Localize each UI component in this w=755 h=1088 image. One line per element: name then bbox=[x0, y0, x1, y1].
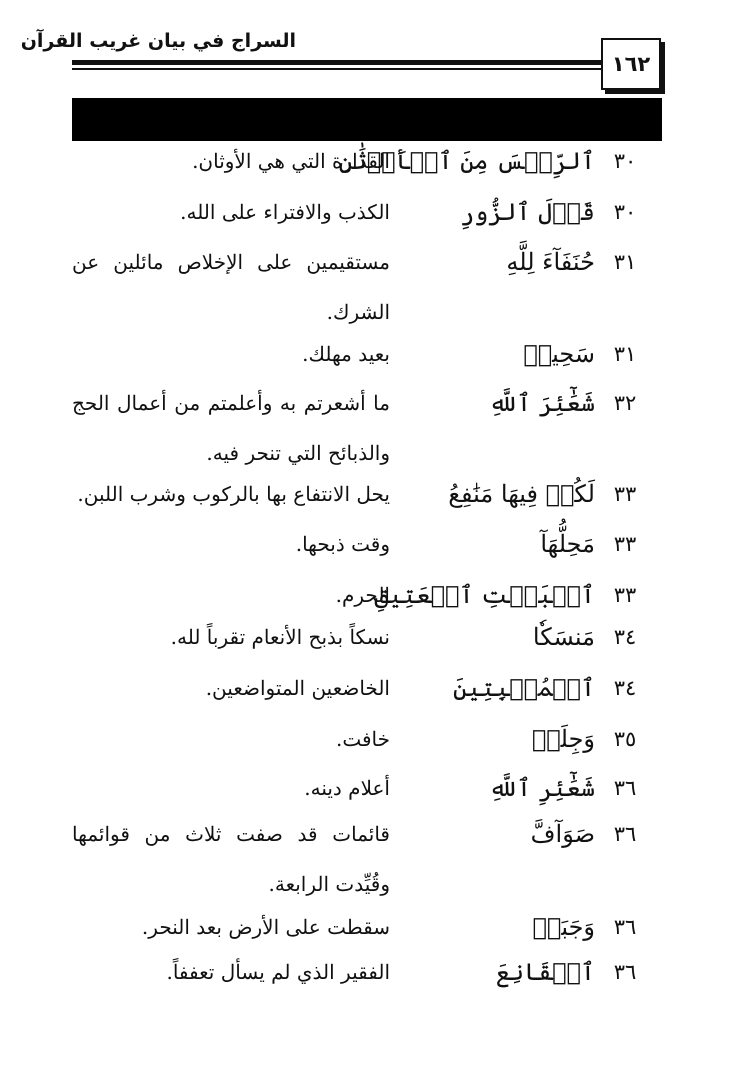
verse-number: ٣٣ bbox=[613, 532, 637, 556]
quran-word: ٱلۡمُخۡبِتِينَ bbox=[453, 674, 595, 702]
quran-word: ٱلۡبَيۡتِ ٱلۡعَتِيقِ bbox=[374, 581, 595, 609]
word-meaning: سقطت على الأرض بعد النحر. bbox=[141, 915, 390, 939]
quran-word: وَجِلَتۡ bbox=[531, 725, 595, 753]
word-meaning: وقت ذبحها. bbox=[295, 532, 390, 556]
verse-number: ٣٢ bbox=[613, 391, 637, 415]
book-title: السراج في بيان غريب القرآن bbox=[20, 30, 296, 52]
word-meaning: الحرم. bbox=[335, 583, 390, 607]
word-meaning: خافت. bbox=[335, 727, 390, 751]
verse-number: ٣٦ bbox=[613, 776, 637, 800]
word-meaning: مستقيمين على الإخلاص مائلين عن الشرك. bbox=[72, 250, 390, 324]
verse-number: ٣٦ bbox=[613, 822, 637, 846]
word-meaning: الكذب والافتراء على الله. bbox=[180, 200, 390, 224]
word-meaning: القذارة التي هي الأوثان. bbox=[192, 149, 390, 173]
word-meaning: ما أشعرتم به وأعلمتم من أعمال الحج والذبائح التي تنحر فيه. bbox=[72, 391, 390, 465]
quran-word: شَعَٰٓئِرِ ٱللَّهِ bbox=[488, 774, 595, 802]
word-meaning: بعيد مهلك. bbox=[302, 342, 390, 366]
verse-number: ٣١ bbox=[613, 342, 637, 366]
word-meaning: يحل الانتفاع بها بالركوب وشرب اللبن. bbox=[77, 482, 390, 506]
quran-word: وَجَبَتۡ bbox=[532, 913, 595, 941]
quran-word: مَحِلُّهَآ bbox=[540, 530, 595, 558]
quran-word: لَكُمۡ فِيهَا مَنَٰفِعُ bbox=[448, 480, 595, 508]
verse-number: ٣٦ bbox=[613, 915, 637, 939]
word-meaning: قائمات قد صفت ثلاث من قوائمها وقُيِّدت الرابعة. bbox=[72, 822, 390, 896]
word-meaning: أعلام دينه. bbox=[304, 776, 390, 800]
page-number: ١٦٢ bbox=[601, 38, 661, 90]
word-meaning: نسكاً بذبح الأنعام تقرباً لله. bbox=[170, 625, 390, 649]
verse-number: ٣٠ bbox=[613, 149, 637, 173]
verse-number: ٣١ bbox=[613, 250, 637, 274]
verse-number: ٣٣ bbox=[613, 482, 637, 506]
quran-word: مَنسَكٗا bbox=[532, 623, 595, 651]
verse-number: ٣٣ bbox=[613, 583, 637, 607]
quran-word: ٱلۡقَانِعَ bbox=[495, 958, 595, 986]
verse-number: ٣٤ bbox=[613, 625, 637, 649]
verse-number: ٣٥ bbox=[613, 727, 637, 751]
quran-word: حُنَفَآءَ لِلَّهِ bbox=[506, 248, 595, 276]
quran-word: سَحِيقٖ bbox=[523, 340, 595, 368]
word-meaning: الفقير الذي لم يسأل تعففاً. bbox=[166, 960, 390, 984]
quran-word: شَعَٰٓئِرَ ٱللَّهِ bbox=[488, 389, 595, 417]
verse-number: ٣٦ bbox=[613, 960, 637, 984]
quran-word: ٱلرِّجۡسَ مِنَ ٱلۡأَوۡثَٰنِ bbox=[338, 147, 595, 175]
verse-number: ٣٤ bbox=[613, 676, 637, 700]
verse-number: ٣٠ bbox=[613, 200, 637, 224]
quran-word: قَوۡلَ ٱلزُّورِ bbox=[460, 198, 595, 226]
quran-word: صَوَآفَّ bbox=[530, 820, 595, 848]
word-meaning: الخاضعين المتواضعين. bbox=[205, 676, 390, 700]
